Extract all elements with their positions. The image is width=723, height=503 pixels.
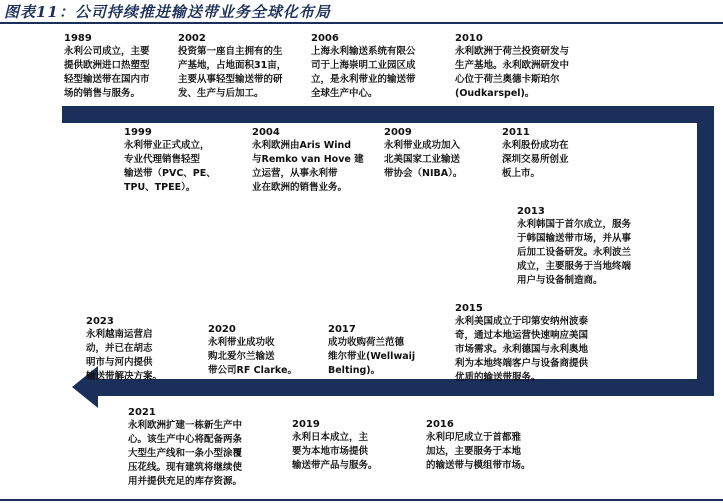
event-year: 2023 (86, 316, 114, 327)
event-text: 永利韩国于首尔成立，服务 于韩国输送带市场，并从事 后加工设备研发。永利波兰 成立，主要服务于当地终端 用户与设备制造商。 (517, 219, 632, 286)
event-year: 2006 (311, 33, 339, 44)
event-year: 2011 (502, 127, 530, 138)
event-2020 (208, 323, 297, 378)
event-text: 永利带业成功收 购北爱尔兰输送 带公司RF Clarke。 (208, 337, 297, 376)
event-1999 (124, 126, 216, 195)
timeline-band-bottom (90, 379, 714, 396)
event-text: 永利日本成立，主 要为本地市场提供 输送带产品与服务。 (292, 432, 378, 471)
event-year: 2015 (455, 303, 483, 314)
event-text: 永利带业正式成立， 专业代理销售轻型 输送带（PVC、PE、 TPU、TPEE）。 (124, 140, 216, 193)
event-year: 1999 (124, 127, 152, 138)
event-2015 (455, 302, 588, 385)
event-text: 永利欧洲扩建一栋新生产中 心。该生产中心将配备两条 大型生产线和一条小型涂覆 压花线。现有建筑将继续使 用并提供充足的库存资源。 (128, 420, 243, 487)
event-text: 永利越南运营启 动，并已在胡志 明市与河内提供 输送带解决方案。 (86, 329, 163, 382)
event-text: 上海永利输送系统有限公 司于上海崇明工业园区成 立，是永利带业的输送带 全球生产中心。 (311, 46, 416, 99)
event-year: 2009 (384, 127, 412, 138)
event-2021 (128, 406, 242, 489)
event-2016 (426, 418, 531, 473)
event-year: 2010 (455, 33, 483, 44)
event-year: 1989 (64, 33, 92, 44)
event-1989 (64, 32, 150, 101)
figure-title: 图表11：公司持续推进输送带业务全球化布局 (4, 3, 331, 21)
event-text: 永利公司成立，主要 提供欧洲进口热塑型 轻型输送带在国内市 场的销售与服务。 (64, 46, 150, 99)
event-text: 永利带业成功加入 北美国家工业输送 带协会（NIBA）。 (384, 140, 463, 179)
event-year: 2021 (128, 407, 156, 418)
event-2017 (328, 323, 415, 378)
event-year: 2016 (426, 419, 454, 430)
event-text: 成功收购荷兰范德 维尔带业(Wellwaij Belting)。 (328, 337, 416, 376)
event-year: 2013 (517, 206, 545, 217)
event-2004 (252, 126, 364, 195)
event-2009 (384, 126, 462, 181)
event-year: 2004 (252, 127, 280, 138)
event-year: 2017 (328, 324, 356, 335)
event-text: 永利欧洲于荷兰投资研发与 生产基地。永利欧洲研发中 心位于荷兰奥德卡斯珀尔 (Oudkarspel)。 (455, 46, 570, 99)
event-2010 (455, 32, 569, 101)
event-2013 (517, 205, 631, 288)
event-year: 2019 (292, 419, 320, 430)
event-2006 (311, 32, 416, 101)
event-text: 永利美国成立于印第安纳州波泰 奇，通过本地运营快速响应美国 市场需求。永利德国与永利奥地 利为本地终端客户与设备商提供 优质的输送带服务。 (455, 316, 589, 383)
timeline-band-right (697, 106, 714, 396)
event-text: 永利股份成功在 深圳交易所创业 板上市。 (502, 140, 569, 179)
event-text: 投资第一座自主拥有的生 产基地，占地面积31亩， 主要从事轻型输送带的研 发、生产与后加工。 (178, 46, 287, 99)
bottom-rule (0, 499, 723, 501)
event-year: 2002 (178, 33, 206, 44)
event-text: 永利欧洲由Aris Wind 与Remko van Hove 建 立运营，从事永利带 业在欧洲的销售业务。 (252, 140, 364, 193)
event-2011 (502, 126, 569, 181)
timeline-band-top (62, 106, 714, 123)
event-2019 (292, 418, 378, 473)
event-text: 永利印尼成立于首都雅 加达，主要服务于本地 的输送带与模组带市场。 (426, 432, 531, 471)
event-2002 (178, 32, 286, 101)
event-year: 2020 (208, 324, 236, 335)
event-2023 (86, 315, 162, 384)
